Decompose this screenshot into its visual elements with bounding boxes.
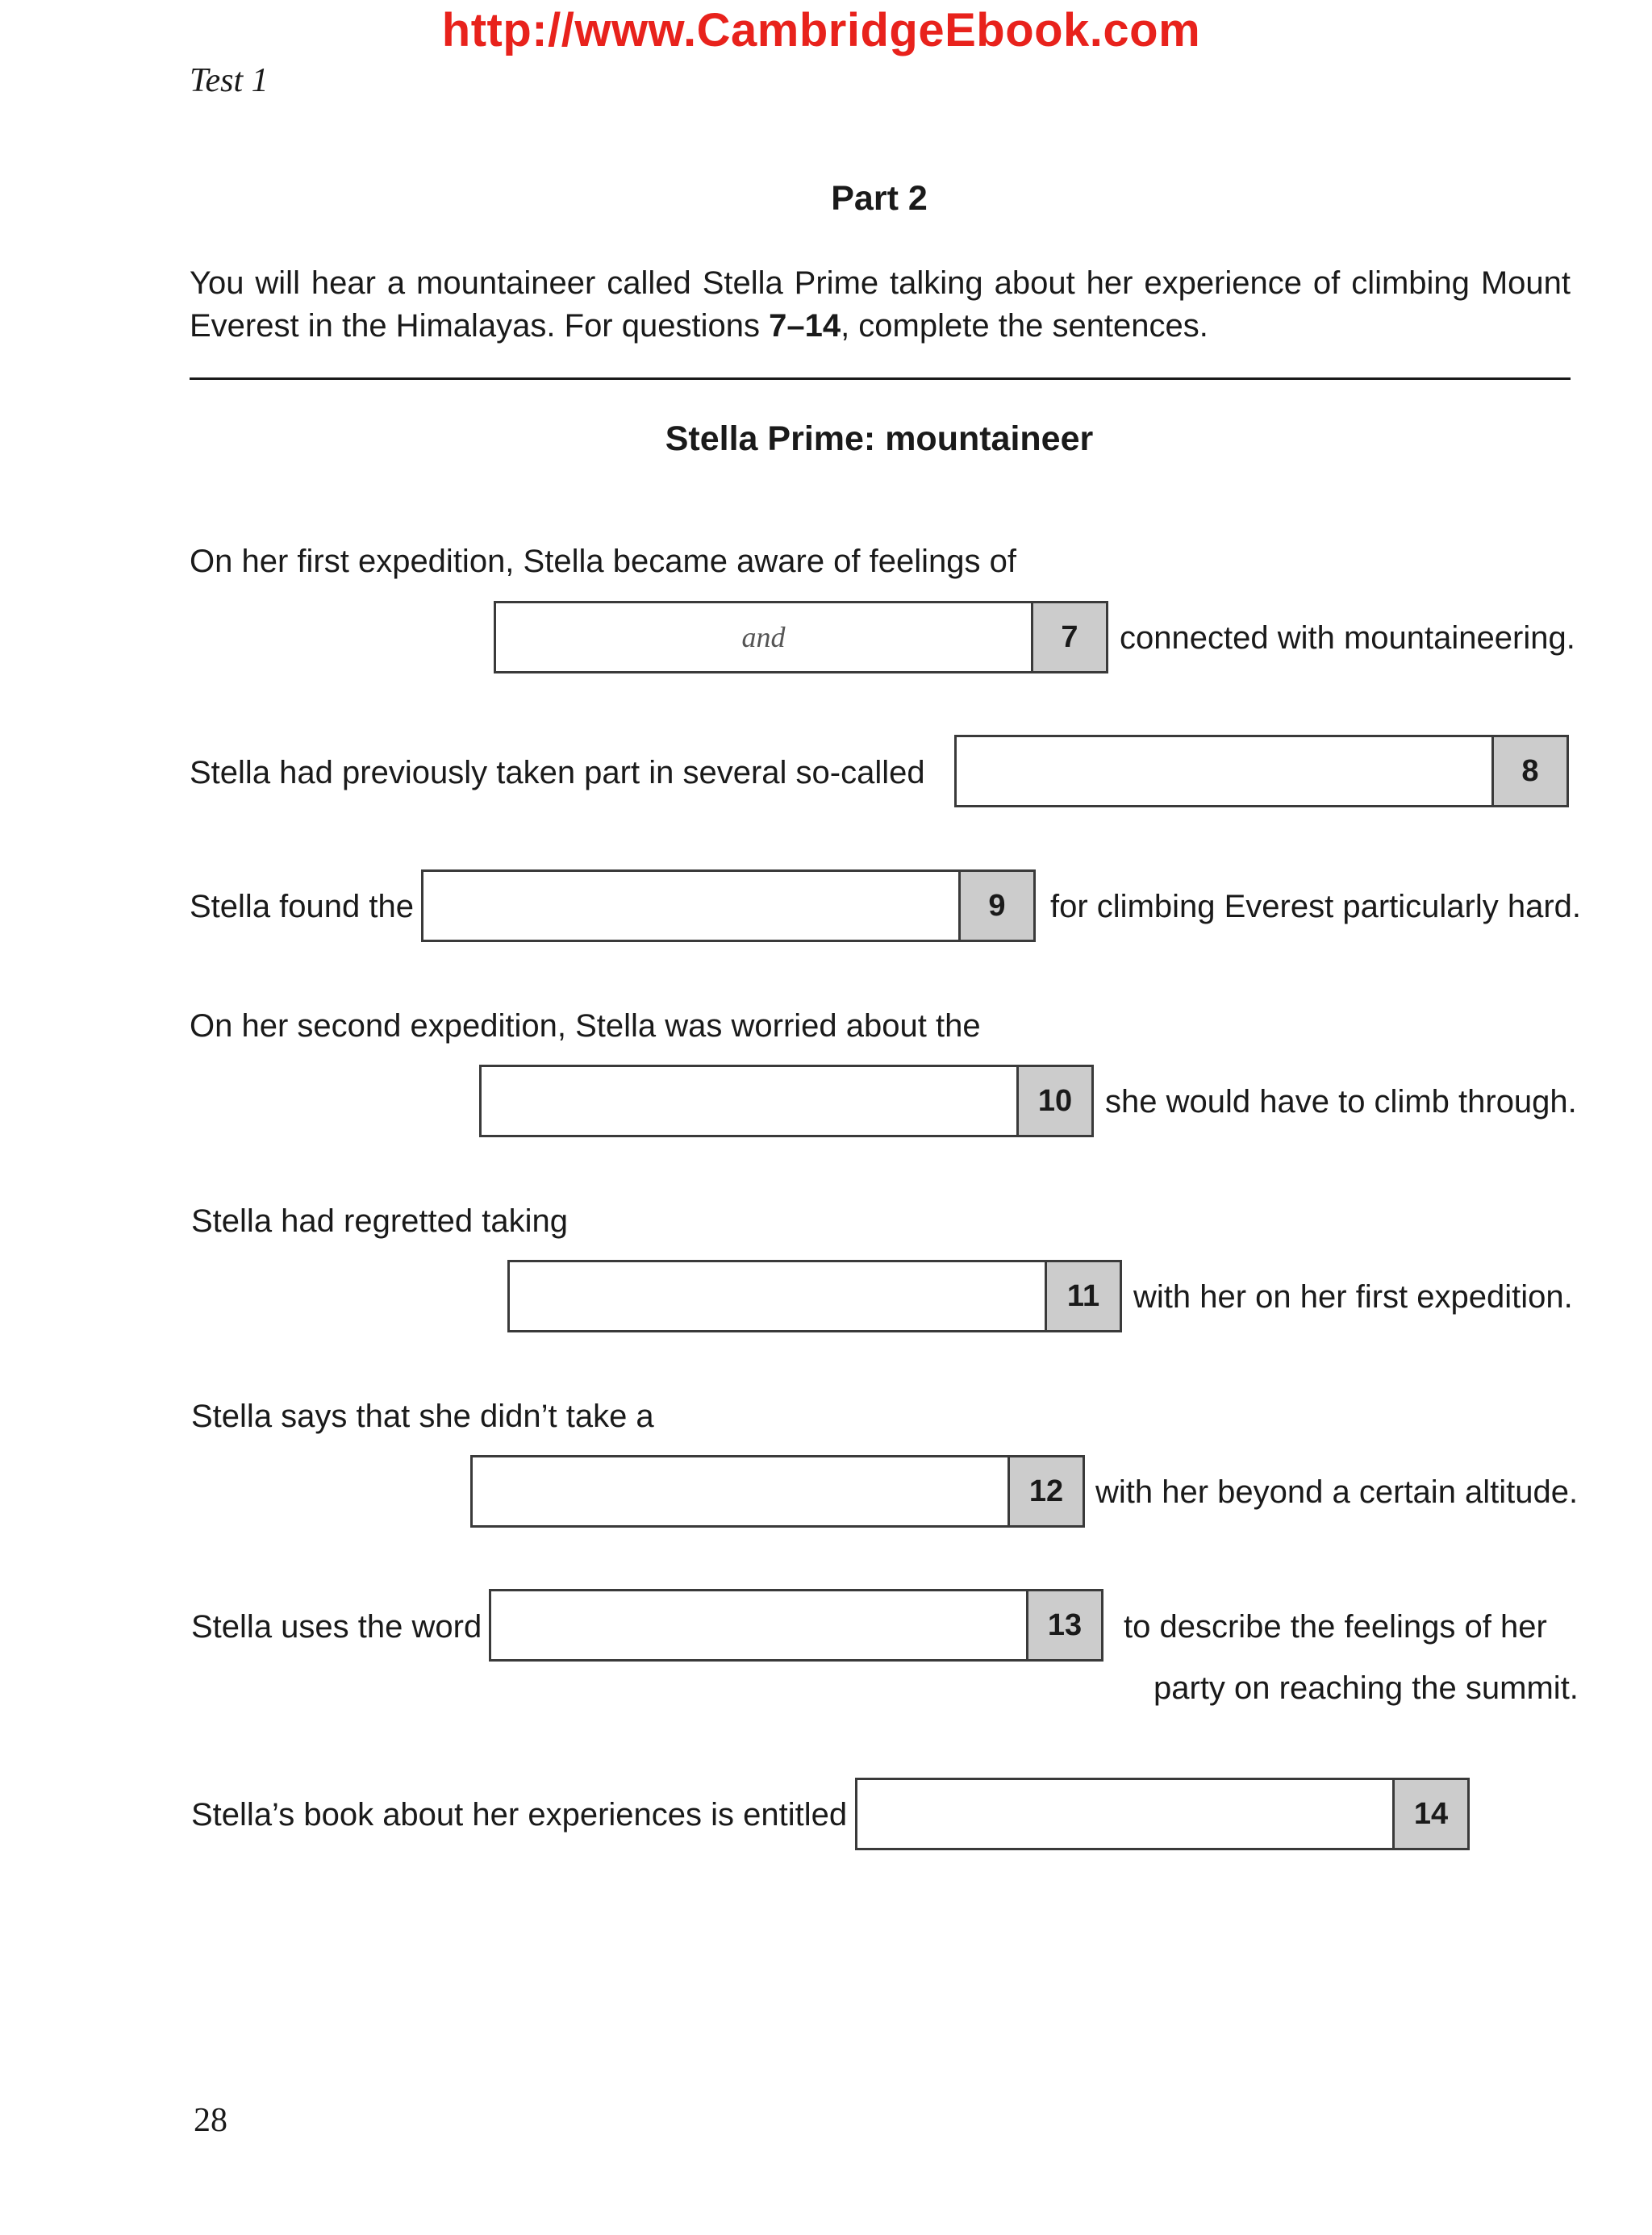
question-11-suffix: with her on her first expedition. <box>1133 1279 1573 1315</box>
question-13-number: 13 <box>1026 1591 1101 1659</box>
question-14-answer-field[interactable] <box>857 1780 1392 1848</box>
question-11-answer-box[interactable] <box>507 1260 1122 1332</box>
divider <box>190 377 1571 380</box>
question-8-prompt: Stella had previously taken part in several so-called <box>190 755 925 790</box>
question-7-answer-box[interactable] <box>494 601 1108 673</box>
page-number: 28 <box>194 2102 227 2139</box>
question-7-number: 7 <box>1031 603 1106 671</box>
question-12-number: 12 <box>1007 1457 1083 1525</box>
question-8-answer-field[interactable] <box>957 737 1491 805</box>
part-title: Part 2 <box>831 179 928 218</box>
question-14-answer-box[interactable] <box>855 1778 1470 1850</box>
question-11-number: 11 <box>1045 1262 1120 1330</box>
question-12-suffix: with her beyond a certain altitude. <box>1095 1474 1579 1510</box>
source-url[interactable]: http://www.CambridgeEbook.com <box>441 4 1201 56</box>
question-10-answer-box[interactable] <box>479 1065 1094 1137</box>
question-14-prompt: Stella’s book about her experiences is entitled <box>191 1797 848 1833</box>
question-9-number: 9 <box>958 872 1033 940</box>
section-title: Stella Prime: mountaineer <box>665 419 1094 458</box>
question-10-suffix: she would have to climb through. <box>1105 1084 1577 1120</box>
question-13-prompt: Stella uses the word <box>191 1609 482 1645</box>
question-13-answer-field[interactable] <box>491 1591 1026 1659</box>
question-14-number: 14 <box>1392 1780 1467 1848</box>
question-13-answer-box[interactable] <box>489 1589 1103 1662</box>
instructions <box>190 262 1571 348</box>
question-range: 7–14 <box>769 308 841 344</box>
question-7-suffix: connected with mountaineering. <box>1120 620 1575 656</box>
question-9-answer-box[interactable] <box>421 869 1036 942</box>
running-head: Test 1 <box>190 62 269 99</box>
question-10-number: 10 <box>1016 1067 1091 1135</box>
question-10-prompt: On her second expedition, Stella was worried about the <box>190 1008 981 1044</box>
instructions-text-end: , complete the sentences. <box>841 308 1208 344</box>
question-12-prompt: Stella says that she didn’t take a <box>191 1399 654 1434</box>
question-9-answer-field[interactable] <box>423 872 958 940</box>
question-9-suffix: for climbing Everest particularly hard. <box>1050 889 1582 924</box>
question-12-answer-field[interactable] <box>473 1457 1007 1525</box>
question-11-prompt: Stella had regretted taking <box>191 1203 568 1239</box>
question-12-answer-box[interactable] <box>470 1455 1085 1528</box>
question-7-answer-field[interactable]: and <box>741 621 786 653</box>
question-13-suffix-line2: party on reaching the summit. <box>1153 1670 1579 1706</box>
question-10-answer-field[interactable] <box>482 1067 1016 1135</box>
question-8-answer-box[interactable] <box>954 735 1569 807</box>
question-9-prompt: Stella found the <box>190 889 414 924</box>
question-11-answer-field[interactable] <box>510 1262 1045 1330</box>
instructions-text: You will hear a mountaineer called Stella Prime talking about her experience of climbing Mount Everest in the Himalayas. For questions <box>190 265 1571 344</box>
question-7-prompt: On her first expedition, Stella became aware of feelings of <box>190 544 1016 579</box>
question-8-number: 8 <box>1491 737 1566 805</box>
question-13-suffix: to describe the feelings of her <box>1124 1609 1547 1645</box>
